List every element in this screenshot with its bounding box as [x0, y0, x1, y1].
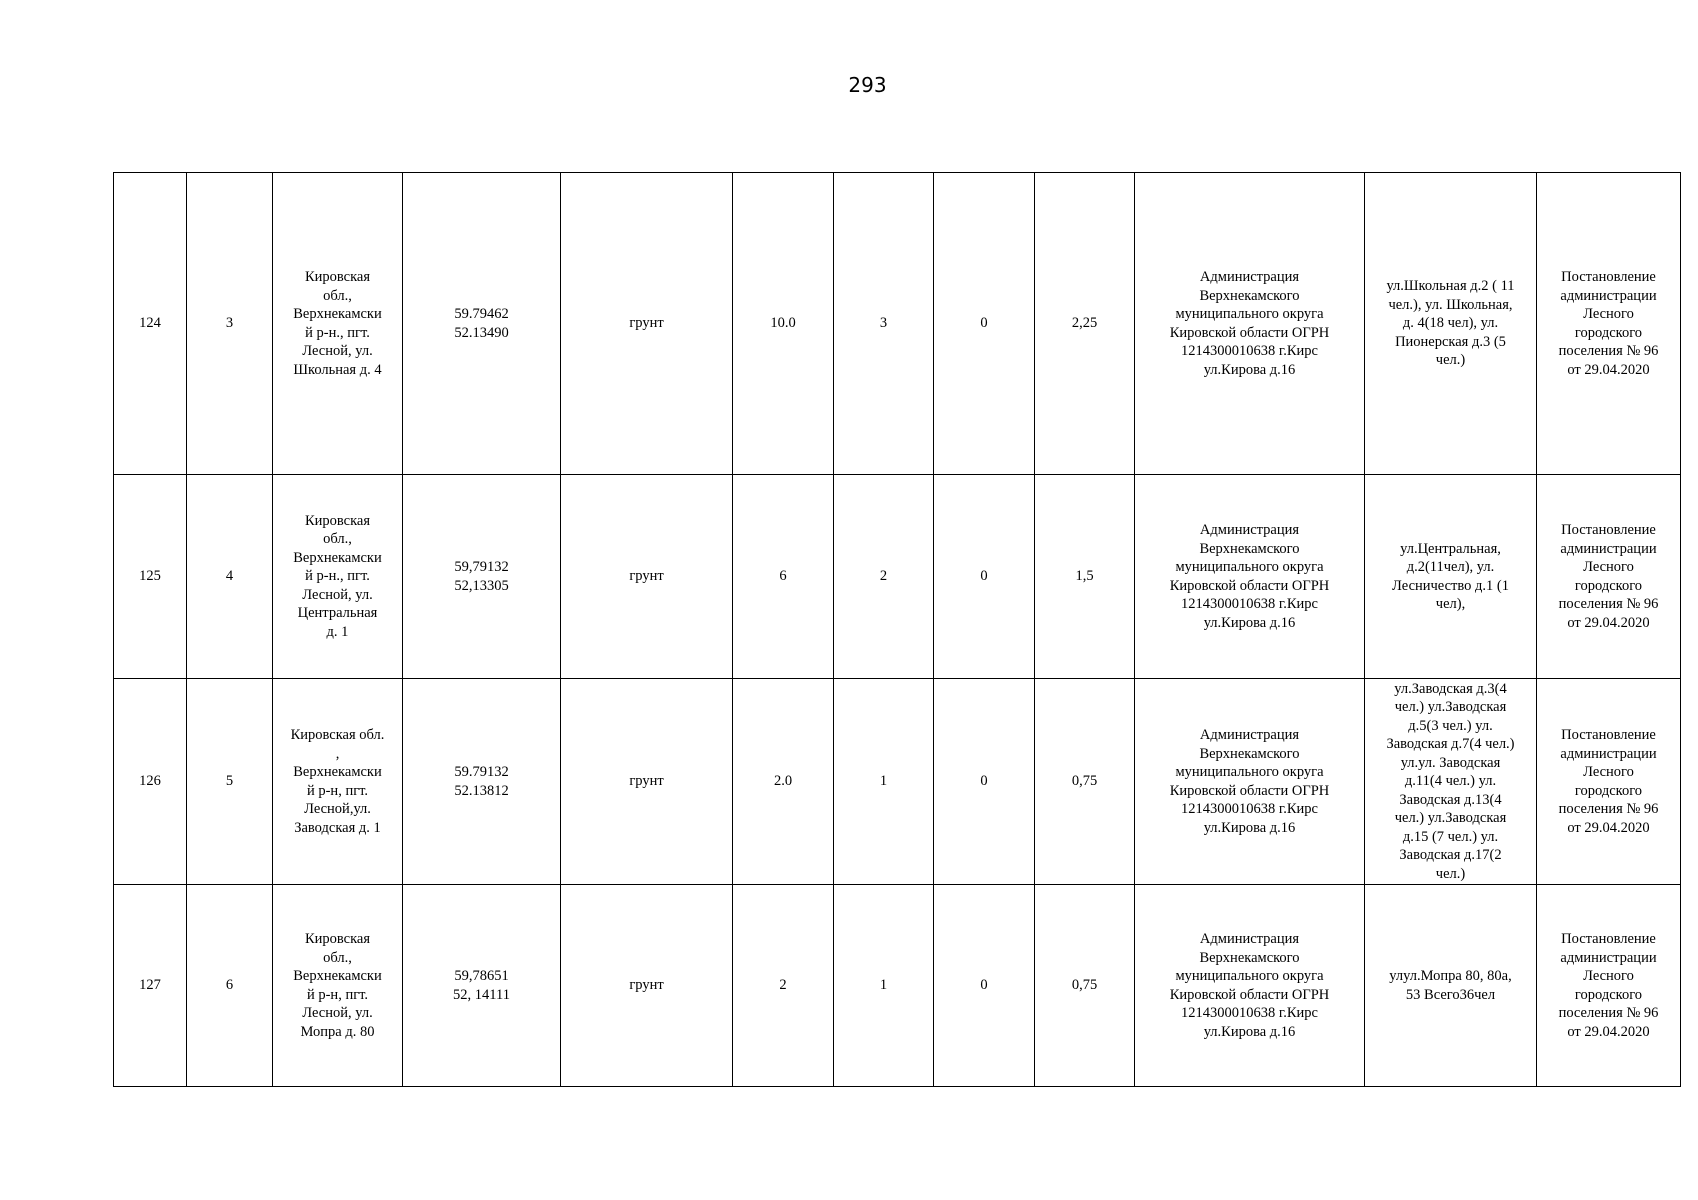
containers-cell	[834, 173, 934, 475]
coordinates-cell-text: 59,78651 52, 14111	[453, 968, 510, 1003]
zero-cell-text: 0	[980, 977, 988, 994]
volume-cell-text: 2,25	[1071, 315, 1098, 332]
row-number-cell	[114, 475, 187, 679]
containers-cell	[834, 885, 934, 1087]
site-index-cell-text: 5	[225, 773, 234, 790]
site-index-cell	[187, 679, 273, 885]
site-index-cell	[187, 885, 273, 1087]
row-number-cell-text: 125	[139, 568, 161, 585]
area-cell-text: 2.0	[773, 773, 793, 790]
address-cell	[273, 173, 403, 475]
area-cell	[733, 475, 834, 679]
waste-sources-cell-text: ул.Заводская д.3(4 чел.) ул.Заводская д.5(3 чел.) ул. Заводская д.7(4 чел.) ул.ул. Заводская д.11(4 чел.) ул. Заводская д.13(4 чел.) ул.Заводская д.15 (7 чел.) ул. Заводская д.17(2 чел.)	[1386, 680, 1515, 882]
surface-cell-text: грунт	[629, 315, 664, 332]
volume-cell	[1035, 173, 1135, 475]
registry-table	[113, 172, 1681, 1087]
table-row	[114, 173, 1681, 475]
zero-cell-text: 0	[980, 315, 988, 332]
address-cell-text: Кировская обл., Верхнекамски й р-н., пгт. Лесной, ул. Центральная д. 1	[293, 512, 382, 640]
area-cell-text: 10.0	[770, 315, 796, 332]
zero-cell-text: 0	[980, 773, 988, 790]
waste-sources-cell-text: улул.Мопра 80, 80а, 53 Всего36чел	[1389, 968, 1512, 1003]
coordinates-cell-text: 59,79132 52,13305	[454, 559, 509, 594]
zero-cell	[934, 885, 1035, 1087]
waste-sources-cell	[1365, 173, 1537, 475]
table-body	[114, 173, 1681, 1087]
area-cell	[733, 885, 834, 1087]
volume-cell-text: 0,75	[1071, 773, 1098, 790]
surface-cell-text: грунт	[629, 568, 664, 585]
coordinates-cell	[403, 475, 561, 679]
decree-cell	[1537, 173, 1681, 475]
surface-cell	[561, 679, 733, 885]
area-cell-text: 2	[779, 977, 787, 994]
containers-cell-text: 1	[879, 977, 888, 994]
site-index-cell	[187, 173, 273, 475]
coordinates-cell-text: 59.79132 52.13812	[454, 764, 509, 799]
waste-sources-cell	[1365, 885, 1537, 1087]
zero-cell-text: 0	[980, 568, 988, 585]
table-row	[114, 475, 1681, 679]
address-cell-text: Кировская обл., Верхнекамски й р-н., пгт. Лесной, ул. Школьная д. 4	[293, 269, 382, 378]
surface-cell	[561, 475, 733, 679]
row-number-cell-text: 126	[139, 773, 161, 790]
decree-cell-text: Постановление администрации Лесного городского поселения № 96 от 29.04.2020	[1558, 931, 1659, 1040]
site-index-cell-text: 3	[225, 315, 234, 332]
surface-cell-text: грунт	[629, 977, 664, 994]
site-index-cell-text: 6	[225, 977, 234, 994]
address-cell	[273, 475, 403, 679]
surface-cell	[561, 173, 733, 475]
page-number: 293	[848, 73, 887, 97]
waste-sources-cell	[1365, 679, 1537, 885]
table-row	[114, 679, 1681, 885]
coordinates-cell	[403, 679, 561, 885]
area-cell-text: 6	[779, 568, 787, 585]
area-cell	[733, 679, 834, 885]
row-number-cell	[114, 885, 187, 1087]
zero-cell	[934, 679, 1035, 885]
containers-cell-text: 3	[879, 315, 888, 332]
decree-cell	[1537, 885, 1681, 1087]
address-cell	[273, 679, 403, 885]
volume-cell-text: 0,75	[1071, 977, 1098, 994]
address-cell-text: Кировская обл. , Верхнекамски й р-н, пгт. Лесной,ул. Заводская д. 1	[290, 727, 385, 836]
waste-sources-cell-text: ул.Центральная, д.2(11чел), ул. Лесничество д.1 (1 чел),	[1392, 540, 1509, 612]
row-number-cell-text: 124	[139, 315, 161, 332]
owner-cell	[1135, 885, 1365, 1087]
waste-sources-cell	[1365, 475, 1537, 679]
row-number-cell	[114, 173, 187, 475]
decree-cell	[1537, 679, 1681, 885]
table-row	[114, 885, 1681, 1087]
row-number-cell-text: 127	[139, 977, 161, 994]
decree-cell-text: Постановление администрации Лесного городского поселения № 96 от 29.04.2020	[1558, 269, 1659, 378]
address-cell	[273, 885, 403, 1087]
decree-cell-text: Постановление администрации Лесного городского поселения № 96 от 29.04.2020	[1558, 727, 1659, 836]
owner-cell-text: Администрация Верхнекамского муниципального округа Кировской области ОГРН 1214300010638 г.Кирс ул.Кирова д.16	[1169, 727, 1330, 836]
waste-sources-cell-text: ул.Школьная д.2 ( 11 чел.), ул. Школьная, д. 4(18 чел), ул. Пионерская д.3 (5 чел.)	[1386, 278, 1515, 369]
decree-cell	[1537, 475, 1681, 679]
containers-cell	[834, 475, 934, 679]
containers-cell	[834, 679, 934, 885]
volume-cell-text: 1,5	[1075, 568, 1094, 585]
site-index-cell	[187, 475, 273, 679]
surface-cell	[561, 885, 733, 1087]
area-cell	[733, 173, 834, 475]
owner-cell	[1135, 679, 1365, 885]
site-index-cell-text: 4	[225, 568, 234, 585]
volume-cell	[1035, 885, 1135, 1087]
containers-cell-text: 1	[879, 773, 888, 790]
coordinates-cell-text: 59.79462 52.13490	[454, 306, 509, 341]
volume-cell	[1035, 679, 1135, 885]
zero-cell	[934, 475, 1035, 679]
decree-cell-text: Постановление администрации Лесного городского поселения № 96 от 29.04.2020	[1558, 522, 1659, 631]
containers-cell-text: 2	[879, 568, 888, 585]
volume-cell	[1035, 475, 1135, 679]
coordinates-cell	[403, 885, 561, 1087]
owner-cell-text: Администрация Верхнекамского муниципального округа Кировской области ОГРН 1214300010638 г.Кирс ул.Кирова д.16	[1169, 522, 1330, 631]
owner-cell-text: Администрация Верхнекамского муниципального округа Кировской области ОГРН 1214300010638 г.Кирс ул.Кирова д.16	[1169, 931, 1330, 1040]
owner-cell	[1135, 475, 1365, 679]
surface-cell-text: грунт	[629, 773, 664, 790]
zero-cell	[934, 173, 1035, 475]
row-number-cell	[114, 679, 187, 885]
owner-cell-text: Администрация Верхнекамского муниципального округа Кировской области ОГРН 1214300010638 г.Кирс ул.Кирова д.16	[1169, 269, 1330, 378]
coordinates-cell	[403, 173, 561, 475]
owner-cell	[1135, 173, 1365, 475]
address-cell-text: Кировская обл., Верхнекамски й р-н, пгт. Лесной, ул. Мопра д. 80	[293, 931, 382, 1040]
